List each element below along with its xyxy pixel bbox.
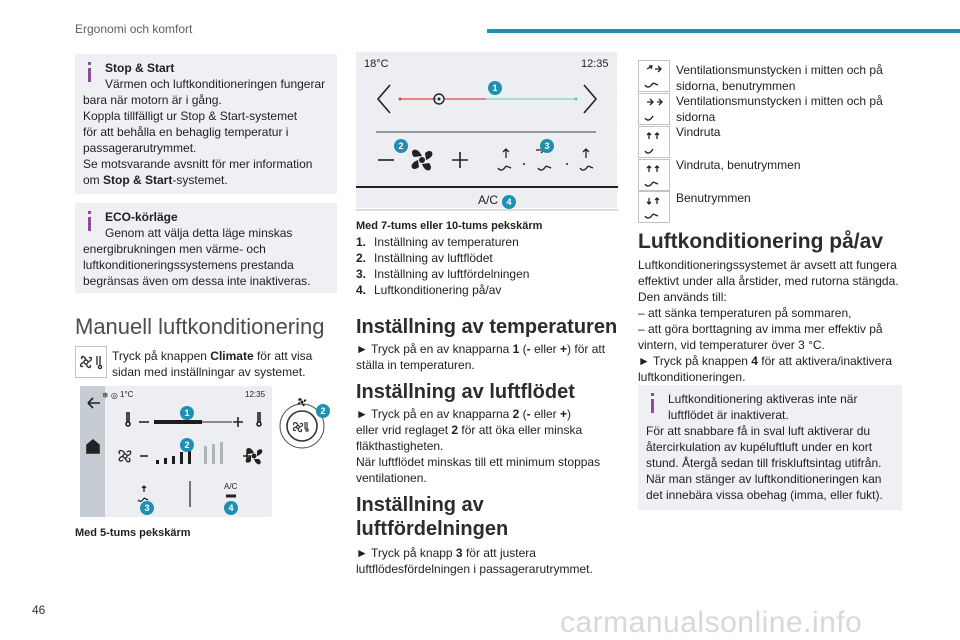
stopstart-title: Stop & Start: [105, 61, 175, 75]
info-icon: [651, 399, 654, 413]
screen7-temp: 18°C: [364, 58, 389, 70]
legend-item: 1. Inställning av temperaturen: [356, 235, 519, 249]
temp-slider-fill: [154, 420, 202, 424]
temp-decrease-icon: [378, 85, 390, 113]
eco-line: begränsas även om dessa inte inaktiveras.: [83, 274, 311, 288]
stopstart-line: Värmen och luftkonditioneringen fungerar: [105, 77, 326, 91]
feet-icon: [638, 191, 670, 223]
ac-infobox: [638, 385, 902, 510]
eco-title: ECO-körläge: [105, 210, 178, 224]
ac-text: Den används till:: [638, 290, 727, 304]
acinfo-line: återcirkulation av kupéluftluft under en kort: [646, 440, 873, 454]
climate-knob: [276, 394, 336, 454]
legend-item: 2. Inställning av luftflödet: [356, 251, 493, 265]
caption-7inch: Med 7-tums eller 10-tums pekskärm: [356, 220, 543, 232]
manual-intro: Tryck på knappen Climate för att visa: [112, 349, 313, 363]
ac-text: – att göra borttagning av imma mer effektiv på: [638, 322, 883, 336]
fan-increase-icon: [452, 152, 468, 168]
stopstart-line: passagerarutrymmet.: [83, 141, 197, 155]
stopstart-line: för att behålla en behaglig temperatur i: [83, 125, 289, 139]
callout-badge: 4: [502, 195, 516, 209]
callout-badge: 3: [140, 501, 154, 515]
flow-text: ► Tryck på en av knapparna 2 (- eller +): [356, 407, 572, 421]
ac-text: effektivt under alla årstider, med rutorna stängda.: [638, 274, 899, 288]
info-icon: [88, 68, 91, 82]
vent-desc: Ventilationsmunstycken i mitten och på: [676, 94, 883, 108]
climate-button-icon: [75, 346, 107, 378]
ac-text: – att sänka temperaturen på sommaren,: [638, 306, 852, 320]
eco-line: Genom att välja detta läge minskas: [105, 226, 293, 240]
vents-center-sides-feet-icon: [638, 60, 670, 92]
screen5-graphics: [80, 386, 280, 526]
caption-5inch: Med 5-tums pekskärm: [75, 527, 191, 539]
ac-press-2: luftkonditioneringen.: [638, 370, 746, 384]
callout-badge: 2: [394, 139, 408, 153]
acinfo-line: För att snabbare få in sval luft aktiverar du: [646, 424, 871, 438]
eco-line: luftkonditioneringssystemens prestanda: [83, 258, 294, 272]
section-title: Ergonomi och komfort: [75, 22, 193, 36]
acinfo-line: stund. Återgå sedan till friskluftsintag utifrån.: [646, 456, 882, 470]
acinfo-line: Luftkonditionering aktiveras inte när: [668, 392, 858, 406]
vent-desc: Benutrymmen: [676, 191, 751, 205]
screen5-ac: A/C: [224, 482, 238, 491]
vent-desc: sidorna, benutrymmen: [676, 79, 796, 93]
manual-intro-line2: sidan med inställningar av systemet.: [112, 365, 306, 379]
windscreen-feet-icon: [638, 159, 670, 191]
eco-line: energibrukningen men värme- och: [83, 242, 266, 256]
ac-press: ► Tryck på knappen 4 för att aktivera/inaktivera: [638, 354, 893, 368]
temp-slider-track: [202, 421, 232, 423]
home-icon: [87, 440, 99, 453]
air-distribution-icon: [138, 486, 148, 501]
acinfo-line: luftflödet är inaktiverat.: [668, 408, 789, 422]
temp-increase-icon: [584, 85, 596, 113]
callout-badge: 1: [488, 81, 502, 95]
screen7-time: 12:35: [581, 58, 609, 70]
flow-heading: Inställning av luftflödet: [356, 381, 575, 403]
back-arrow-icon: [88, 398, 100, 408]
stopstart-line: bara när motorn är i gång.: [83, 93, 222, 107]
dist-text-2: luftflödesfördelningen i passagerarutrymmet.: [356, 562, 593, 576]
flow-text-5: ventilationen.: [356, 471, 427, 485]
screen5-time: 12:35: [245, 390, 266, 399]
fan-small-icon: [119, 451, 131, 462]
dist-text: ► Tryck på knapp 3 för att justera: [356, 546, 536, 560]
screen7-ac: A/C: [478, 193, 499, 207]
dist-heading: Inställning av: [356, 494, 484, 516]
callout-badge: 2: [316, 404, 330, 418]
stopstart-line: Koppla tillfälligt ur Stop & Start-systemet: [83, 109, 298, 123]
ac-text: Luftkonditioneringssystemet är avsett att fungera: [638, 258, 897, 272]
stopstart-last: om Stop & Start-systemet.: [83, 173, 228, 187]
legend-item: 4. Luftkonditionering på/av: [356, 283, 502, 297]
vents-center-sides-icon: [638, 93, 670, 125]
fan-icon: [412, 150, 433, 171]
info-icon: [88, 217, 91, 231]
vent-desc: Ventilationsmunstycken i mitten och på: [676, 63, 883, 77]
ac-heading: Luftkonditionering på/av: [638, 230, 883, 253]
flow-text-4: När luftflödet minskas till ett minimum stoppas: [356, 455, 601, 469]
watermark: carmanualsonline.info: [560, 606, 863, 639]
flow-text-3: fläkthastigheten.: [356, 439, 444, 453]
eco-infobox: [75, 203, 337, 293]
dist-heading-2: luftfördelningen: [356, 518, 509, 540]
stopstart-line: Se motsvarande avsnitt för mer information: [83, 157, 313, 171]
temp-text-2: ställa in temperaturen.: [356, 358, 475, 372]
screen7-graphics: [356, 52, 618, 212]
callout-badge: 4: [224, 501, 238, 515]
header-bar: [487, 29, 960, 33]
callout-badge: 2: [180, 438, 194, 452]
legend-item: 3. Inställning av luftfördelningen: [356, 267, 530, 281]
vent-desc: Vindruta, benutrymmen: [676, 158, 801, 172]
flow-text-2: eller vrid reglaget 2 för att öka eller minska: [356, 423, 583, 437]
acinfo-line: När man stänger av luftkonditioneringen kan: [646, 472, 882, 486]
callout-badge: 1: [180, 406, 194, 420]
page-number: 46: [32, 603, 46, 617]
screen5-temp-extra: ❄ ◎: [102, 391, 118, 400]
temp-text: ► Tryck på en av knapparna 1 (- eller +) för att: [356, 342, 606, 356]
vent-desc: Vindruta: [676, 125, 721, 139]
temp-heading: Inställning av temperaturen: [356, 316, 618, 338]
windscreen-icon: [638, 126, 670, 158]
screen5-temp: 1°C: [120, 390, 134, 399]
vent-desc: sidorna: [676, 110, 716, 124]
ac-text: vintern, vid temperaturer över 3 °C.: [638, 338, 825, 352]
stopstart-infobox: [75, 54, 337, 194]
callout-badge: 3: [540, 139, 554, 153]
manual-heading: Manuell luftkonditionering: [75, 314, 325, 339]
acinfo-line: det innebära vissa obehag (imma, eller fukt).: [646, 488, 883, 502]
